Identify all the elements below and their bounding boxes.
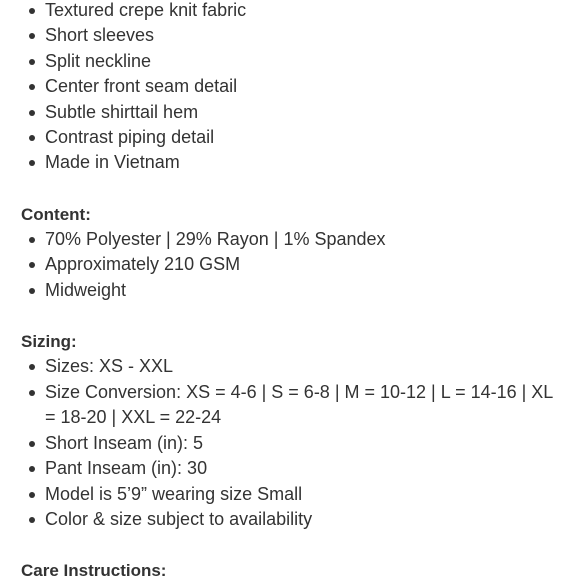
section-spacer <box>0 532 580 558</box>
list-item <box>0 74 580 99</box>
sizing-list <box>0 354 580 532</box>
bullet-icon <box>29 262 35 268</box>
section-spacer <box>0 303 580 329</box>
list-item-text: Split neckline <box>45 50 152 71</box>
content-heading: Content: <box>21 204 91 224</box>
bullet-icon <box>29 8 35 14</box>
bullet-icon <box>29 59 35 65</box>
bullet-icon <box>29 364 35 370</box>
list-item-text: Sizes: XS - XXL <box>45 356 174 377</box>
list-item <box>0 431 580 456</box>
list-item <box>0 227 580 252</box>
section-spacer <box>0 176 580 202</box>
bullet-icon <box>29 517 35 523</box>
bullet-icon <box>29 160 35 166</box>
sizing-heading: Sizing: <box>21 332 77 352</box>
list-item <box>0 380 580 431</box>
list-item-text: 70% Polyester | 29% Rayon | 1% Spandex <box>45 229 386 250</box>
list-item <box>0 507 580 532</box>
list-item <box>0 23 580 48</box>
list-item <box>0 0 580 23</box>
care-instructions-heading: Care Instructions: <box>21 561 167 580</box>
list-item-text: Size Conversion: XS = 4-6 | S = 6-8 | M = 10-12 | L = 14-16 | XL = 18-20 | XXL = 22-24 <box>45 381 553 428</box>
bullet-icon <box>29 390 35 396</box>
list-item-text: Contrast piping detail <box>45 127 215 148</box>
bullet-icon <box>29 33 35 39</box>
list-item <box>0 100 580 125</box>
bullet-icon <box>29 110 35 116</box>
bullet-icon <box>29 492 35 498</box>
list-item-text: Approximately 210 GSM <box>45 254 241 275</box>
list-item <box>0 252 580 277</box>
bullet-icon <box>29 84 35 90</box>
list-item <box>0 354 580 379</box>
list-item <box>0 125 580 150</box>
list-item <box>0 49 580 74</box>
content-list <box>0 227 580 303</box>
list-item <box>0 278 580 303</box>
list-item-text: Short Inseam (in): 5 <box>45 432 204 453</box>
bullet-icon <box>29 466 35 472</box>
list-item-text: Center front seam detail <box>45 76 238 97</box>
list-item-text: Short sleeves <box>45 25 155 46</box>
list-item <box>0 482 580 507</box>
list-item-text: Midweight <box>45 279 127 300</box>
features-list <box>0 0 580 176</box>
list-item <box>0 456 580 481</box>
bullet-icon <box>29 135 35 141</box>
list-item-text: Made in Vietnam <box>45 152 180 173</box>
bullet-icon <box>29 288 35 294</box>
list-item-text: Pant Inseam (in): 30 <box>45 458 208 479</box>
list-item-text: Model is 5’9” wearing size Small <box>45 483 303 504</box>
list-item-text: Textured crepe knit fabric <box>45 0 247 20</box>
bullet-icon <box>29 237 35 243</box>
list-item-text: Subtle shirttail hem <box>45 101 199 122</box>
bullet-icon <box>29 441 35 447</box>
list-item-text: Color & size subject to availability <box>45 508 313 529</box>
list-item <box>0 150 580 175</box>
